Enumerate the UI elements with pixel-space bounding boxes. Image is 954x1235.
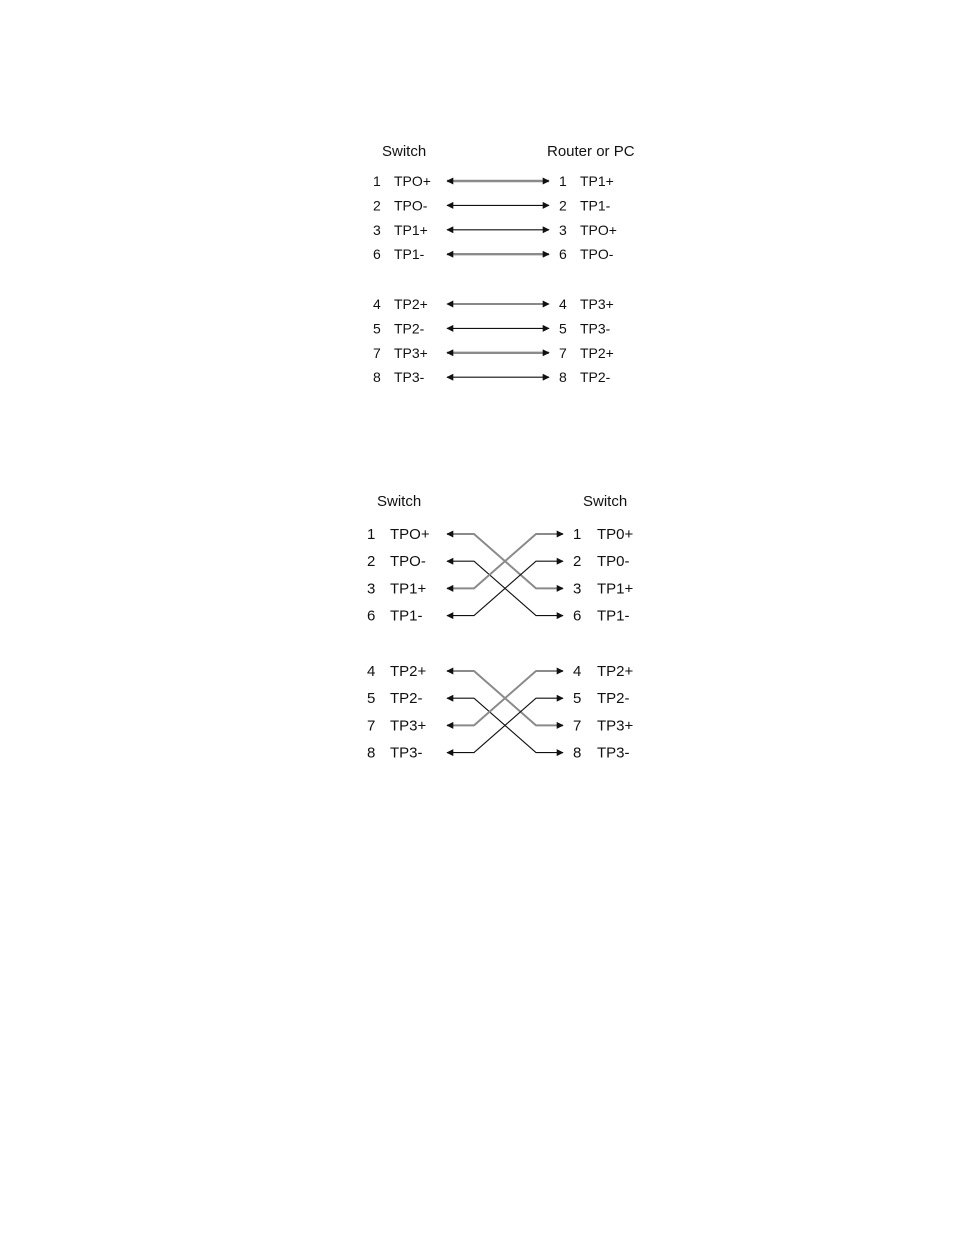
right-pin-number: 1	[573, 526, 582, 543]
left-pin-number: 1	[373, 173, 381, 189]
right-signal-label: TP3-	[597, 744, 630, 762]
right-pin-number: 2	[573, 553, 582, 571]
left-signal-label: TPO-	[394, 197, 428, 214]
left-signal-label: TP2-	[394, 320, 425, 337]
right-signal-label: TP3-	[580, 320, 611, 337]
left-pin-number: 8	[373, 369, 381, 386]
left-pin-number: 4	[373, 296, 381, 312]
left-signal-label: TPO-	[390, 553, 426, 571]
right-signal-label: TP0+	[597, 526, 634, 543]
straight-row	[373, 345, 614, 361]
right-signal-label: TP1+	[580, 173, 614, 189]
straight-row	[373, 369, 611, 385]
right-pin-number: 4	[559, 296, 567, 312]
left-signal-label: TP2-	[390, 690, 423, 708]
crossover-rows	[367, 526, 634, 762]
right-pin-number: 3	[559, 221, 567, 238]
right-pin-number: 8	[573, 744, 582, 762]
left-pin-number: 2	[373, 197, 381, 214]
crossover-left-header: Switch	[377, 493, 422, 510]
left-signal-label: TPO+	[394, 173, 431, 189]
right-pin-number: 1	[559, 173, 567, 189]
right-signal-label: TP3+	[597, 717, 634, 735]
straight-right-header: Router or PC	[547, 143, 635, 160]
straight-row	[373, 222, 617, 238]
left-signal-label: TP3-	[390, 744, 423, 762]
left-signal-label: TP3-	[394, 369, 425, 386]
right-signal-label: TP2-	[597, 690, 630, 708]
left-pin-number: 7	[367, 717, 376, 735]
straight-row	[373, 173, 614, 189]
right-pin-number: 2	[559, 197, 567, 214]
left-pin-number: 5	[367, 690, 376, 708]
left-signal-label: TP3+	[394, 344, 428, 361]
crossover-group	[367, 526, 634, 625]
left-pin-number: 5	[373, 320, 381, 337]
left-pin-number: 3	[367, 580, 376, 598]
right-signal-label: TP2-	[580, 369, 611, 386]
straight-row	[373, 197, 611, 213]
left-signal-label: TP2+	[394, 296, 428, 312]
left-pin-number: 8	[367, 744, 376, 762]
straight-through-diagram	[373, 143, 635, 385]
left-signal-label: TP3+	[390, 717, 427, 735]
right-pin-number: 7	[559, 344, 567, 361]
right-signal-label: TP1+	[597, 580, 634, 598]
right-pin-number: 6	[559, 246, 567, 263]
left-pin-number: 6	[367, 607, 376, 625]
left-signal-label: TP1-	[394, 246, 425, 263]
right-signal-label: TP2+	[597, 663, 634, 680]
right-signal-label: TPO-	[580, 246, 614, 263]
right-pin-number: 3	[573, 580, 582, 598]
crossover-group	[367, 663, 634, 762]
right-pin-number: 4	[573, 663, 582, 680]
left-signal-label: TP1-	[390, 607, 423, 625]
left-pin-number: 4	[367, 663, 376, 680]
right-signal-label: TP0-	[597, 553, 630, 571]
crossover-diagram	[367, 493, 634, 762]
left-pin-number: 1	[367, 526, 376, 543]
right-signal-label: TPO+	[580, 221, 617, 238]
left-pin-number: 2	[367, 553, 376, 571]
right-pin-number: 6	[573, 607, 582, 625]
left-signal-label: TPO+	[390, 526, 430, 543]
right-signal-label: TP1-	[580, 197, 611, 214]
straight-row	[373, 246, 614, 262]
straight-left-header: Switch	[382, 143, 427, 160]
right-pin-number: 5	[559, 320, 567, 337]
straight-row	[373, 320, 611, 336]
left-signal-label: TP1+	[394, 221, 428, 238]
left-pin-number: 6	[373, 246, 381, 263]
left-signal-label: TP2+	[390, 663, 427, 680]
straight-row	[373, 296, 614, 312]
right-pin-number: 7	[573, 717, 582, 735]
right-pin-number: 8	[559, 369, 567, 386]
left-pin-number: 3	[373, 221, 381, 238]
crossover-right-header: Switch	[583, 493, 628, 510]
left-pin-number: 7	[373, 344, 381, 361]
right-signal-label: TP3+	[580, 296, 614, 312]
straight-rows	[373, 173, 617, 385]
right-signal-label: TP1-	[597, 607, 630, 625]
right-pin-number: 5	[573, 690, 582, 708]
left-signal-label: TP1+	[390, 580, 427, 598]
right-signal-label: TP2+	[580, 344, 614, 361]
